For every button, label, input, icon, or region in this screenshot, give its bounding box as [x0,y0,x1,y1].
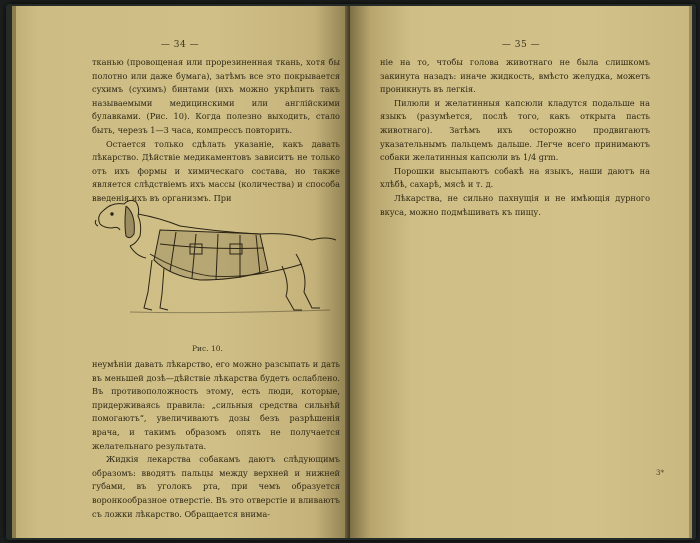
paragraph: Порошки высыпаютъ собакѣ на языкъ, наши даютъ на хлѣбѣ, сахарѣ, мясѣ и т. д. [380,165,650,190]
paragraph: тканью (провощеная или прорезиненная ткань, хотя бы полотно или даже бумага), затѣмъ все это покрывается сухимъ (сухимъ) бинтами (ихъ можно укрѣпить такъ называемыми медицинскими или англійскими булавками. (Рис. 10). Когда полезно выходить, стало быть, черезъ 1—3 часа, компрессъ повторить. [92,57,340,135]
left-page-number: — 34 — [160,40,200,50]
right-page-number: — 35 — [501,40,541,50]
figure-caption: Рис. 10. [192,344,223,353]
right-text [380,56,650,219]
paragraph: ніе на то, чтобы голова животнаго не была слишкомъ закинута назадъ: иначе жидкость, вмѣсто желудка, можетъ проникнуть въ легкія. [380,57,650,95]
paragraph: Жидкія лекарства собакамъ даютъ слѣдующимъ образомъ: вводятъ пальцы между верхней и нижней губами, въ уголокъ рта, при чемъ образуется воронкообразное отверстіе. Въ это отверстіе и вливаютъ съ ложки лѣкарство. Обращается внима- [92,454,340,519]
left-bottom-text [92,358,340,521]
left-page [12,6,348,538]
dog-bandage-illustration [90,184,340,316]
right-page [350,6,692,538]
paragraph: Лѣкарства, не сильно пахнущія и не имѣющія дурного вкуса, можно подмѣшивать къ пищу. [380,192,650,217]
signature-mark: 3* [656,469,664,477]
left-page-edge [12,6,16,538]
open-book [12,6,692,538]
dog-illustration-icon [90,184,340,316]
paragraph: Остается только сдѣлать указаніе, какъ давать лѣкарство. Дѣйствіе медикаментовъ зависитъ не только отъ ихъ формы и химическаго состава, но также является слѣдствіемъ ихъ массы (количества) и способа введенія ихъ въ организмъ. При [92,138,340,203]
right-page-edge [689,6,692,538]
paragraph: Пилюли и желатинныя капсюли кладутся подальше на языкъ (разумѣется, послѣ того, какъ открыта пасть животнаго). Затѣмъ ихъ осторожно продвигаютъ указательнымъ пальцемъ дальше. Легче всего принимаютъ собаки желатинныя капсюли въ 1/4 grm. [380,97,650,163]
paragraph: неумѣніи давать лѣкарство, его можно разсыпать и дать въ меньшей дозѣ—дѣйствіе лѣкарства будетъ ослаблено. Въ противоположность этому, есть люди, которые, придерживаясь правила: „сильныя средства сильнѣй помогаютъ“, увеличиваютъ дозы безъ разрѣшенія врача, и такимъ образомъ опять не получается желательнаго результата. [92,359,340,451]
